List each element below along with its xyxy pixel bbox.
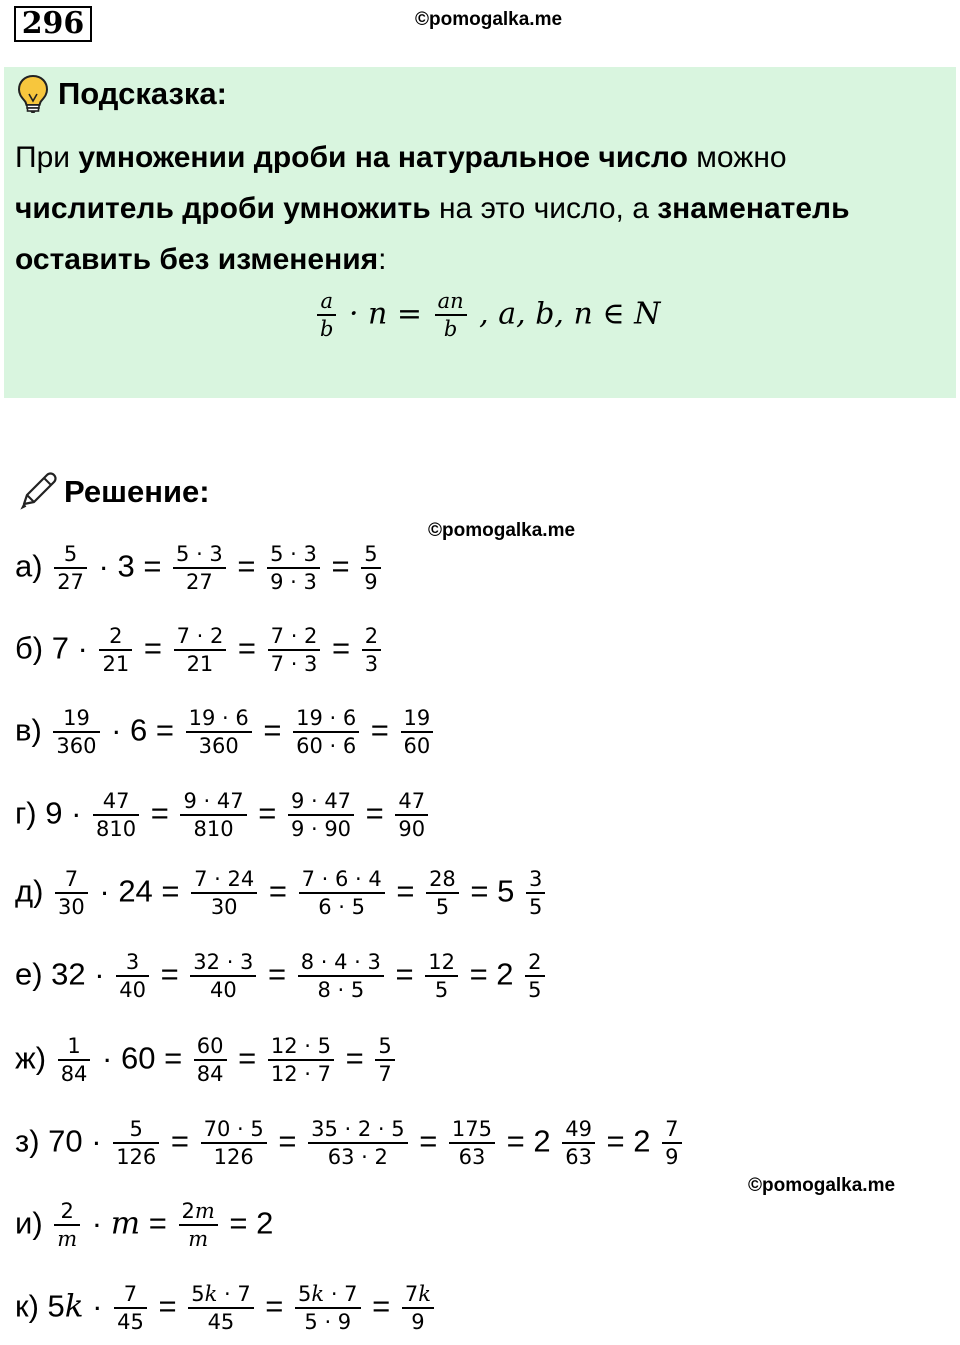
fraction-denominator: 360 [198, 734, 239, 759]
fraction [562, 1116, 595, 1171]
hint-text-segment: можно [687, 141, 787, 174]
fraction [402, 1281, 434, 1336]
math-text: = [260, 873, 296, 909]
fraction-numerator: 3 [526, 866, 545, 894]
math-text: = 2 [220, 1205, 274, 1241]
fraction-denominator: 9 · 90 [290, 817, 352, 842]
hint-formula [314, 288, 660, 343]
fraction [58, 1033, 91, 1088]
hint-text-segment: оставить без изменения [15, 243, 379, 276]
solution-title: Решение: [64, 474, 210, 509]
fraction-numerator: 12 · 5 [268, 1033, 334, 1061]
fraction-numerator: 7k [402, 1281, 434, 1309]
fraction [401, 705, 434, 760]
fraction-denominator: 5 [434, 978, 449, 1003]
fraction [361, 541, 380, 596]
fraction-numerator: 5 [361, 541, 380, 569]
math-text: = [229, 630, 265, 666]
lightbulb-icon [16, 74, 50, 114]
fraction-denominator: 63 [458, 1145, 486, 1170]
fraction-numerator: 70 · 5 [201, 1116, 267, 1144]
fraction-numerator: 7 [114, 1281, 147, 1309]
fraction [425, 949, 458, 1004]
math-text: = [135, 630, 171, 666]
hint-line-3 [15, 243, 387, 277]
fraction-numerator: 7 · 2 [174, 623, 227, 651]
fraction-denominator: 5 · 9 [304, 1310, 352, 1335]
math-text: = [387, 873, 424, 909]
solution-line-a [15, 541, 384, 596]
fraction [308, 1116, 408, 1171]
fraction [435, 288, 467, 343]
fraction-denominator: 27 [57, 570, 84, 595]
fraction [298, 949, 384, 1004]
fraction-denominator: 5 [528, 895, 543, 920]
fraction-numerator: 9 · 47 [288, 788, 354, 816]
math-text: · n = [339, 296, 432, 332]
math-text: = [229, 1040, 265, 1076]
math-variable: k [64, 1288, 84, 1325]
math-text: в) [15, 712, 51, 748]
math-text: · 24 = [90, 873, 189, 909]
solution-line-b [15, 623, 384, 678]
fraction [526, 866, 545, 921]
fraction-denominator: 9 [411, 1310, 425, 1335]
math-text: · 6 = [102, 712, 183, 748]
fraction [525, 949, 544, 1004]
fraction-denominator: 126 [116, 1145, 157, 1170]
fraction [114, 1281, 147, 1336]
math-variable: m [110, 1205, 141, 1242]
fraction-numerator: 2 [99, 623, 132, 651]
fraction [201, 1116, 267, 1171]
fraction-numerator: 8 · 4 · 3 [298, 949, 384, 977]
solution-line-e [15, 949, 548, 1004]
fraction-denominator: 60 [403, 734, 431, 759]
solution-line-k [15, 1281, 437, 1336]
solution-line-z [15, 1116, 685, 1171]
fraction-numerator: 28 [426, 866, 459, 894]
fraction [180, 788, 246, 843]
fraction-numerator: 5k · 7 [188, 1281, 254, 1309]
fraction-denominator: 810 [96, 817, 137, 842]
fraction-denominator: 12 · 7 [270, 1062, 331, 1087]
math-text: = [162, 1123, 198, 1159]
math-text: · 3 = [89, 548, 171, 584]
fraction [186, 705, 252, 760]
math-text: = 5 [461, 873, 523, 909]
fraction-denominator: 21 [186, 652, 214, 677]
math-text: , a, b, n ∈ N [469, 296, 661, 332]
watermark-top: ©pomogalka.me [415, 9, 563, 30]
fraction [295, 1281, 361, 1336]
math-text: = [362, 712, 398, 748]
math-text: и) [15, 1205, 52, 1241]
fraction [99, 623, 132, 678]
fraction [317, 288, 336, 343]
math-text: д) [15, 873, 53, 909]
math-text: з) 70 · [15, 1123, 111, 1159]
fraction-denominator: 810 [193, 817, 234, 842]
math-text: а) [15, 548, 52, 584]
pencil-icon [18, 470, 58, 510]
watermark-middle: ©pomogalka.me [428, 520, 576, 541]
watermark-bottom: ©pomogalka.me [748, 1175, 896, 1196]
fraction [449, 1116, 495, 1171]
fraction-numerator: 5 [375, 1033, 394, 1061]
math-text: · [83, 1288, 112, 1324]
math-text: = 2 [460, 956, 523, 992]
math-text: = [228, 548, 265, 584]
fraction [299, 866, 385, 921]
fraction-denominator: 90 [398, 817, 426, 842]
hint-text-segment: на это число, а [430, 192, 658, 225]
fraction [93, 788, 139, 843]
fraction-numerator: a [317, 288, 336, 316]
fraction-denominator: 6 · 5 [318, 895, 366, 920]
fraction-denominator: 30 [210, 895, 238, 920]
fraction-denominator: 9 [665, 1145, 679, 1170]
fraction-numerator: 5k · 7 [295, 1281, 361, 1309]
fraction [662, 1116, 681, 1171]
fraction-denominator: 84 [196, 1062, 224, 1087]
fraction [54, 541, 87, 596]
fraction-denominator: 63 · 2 [327, 1145, 388, 1170]
fraction-numerator: 47 [395, 788, 428, 816]
fraction [55, 866, 88, 921]
math-text: = [254, 712, 291, 748]
fraction-numerator: 19 · 6 [293, 705, 359, 733]
math-text: = [259, 956, 295, 992]
fraction-numerator: 7 [55, 866, 88, 894]
math-text: = 2 [597, 1123, 660, 1159]
solution-line-zh [15, 1033, 398, 1088]
fraction-denominator: 63 [565, 1145, 592, 1170]
hint-text-segment: знаменатель [657, 192, 850, 225]
math-text: = 2 [498, 1123, 560, 1159]
fraction [267, 541, 320, 596]
fraction-denominator: 45 [207, 1310, 235, 1335]
math-text: = [249, 795, 285, 831]
fraction-denominator: 9 · 3 [270, 570, 317, 595]
fraction [375, 1033, 394, 1088]
fraction-numerator: 19 · 6 [186, 705, 252, 733]
fraction-denominator: 360 [56, 734, 97, 759]
solution-line-i [15, 1198, 273, 1253]
math-text: е) 32 · [15, 956, 114, 992]
hint-line-2 [15, 192, 850, 226]
fraction [191, 866, 257, 921]
fraction [268, 1033, 334, 1088]
fraction [426, 866, 459, 921]
math-text: = [269, 1123, 306, 1159]
fraction-numerator: 2 [525, 949, 544, 977]
fraction-numerator: 9 · 47 [180, 788, 246, 816]
fraction [54, 1198, 80, 1253]
math-text: = [410, 1123, 446, 1159]
math-text: = [363, 1288, 399, 1324]
hint-text-segment: умножении дроби на натуральное число [78, 141, 688, 174]
fraction-denominator: 9 [364, 570, 378, 595]
fraction-numerator: 2m [179, 1198, 218, 1226]
fraction [174, 623, 227, 678]
fraction-numerator: 2 [362, 623, 381, 651]
fraction [116, 949, 149, 1004]
fraction-denominator: 5 [435, 895, 450, 920]
fraction-numerator: 12 [425, 949, 458, 977]
fraction-denominator: 5 [528, 978, 542, 1003]
math-text: = [149, 1288, 186, 1324]
math-text: = [323, 630, 359, 666]
fraction-numerator: 2 [54, 1198, 80, 1226]
fraction-denominator: 84 [60, 1062, 88, 1087]
math-text: г) 9 · [15, 795, 91, 831]
math-text: · 60 = [93, 1040, 191, 1076]
math-text: = [357, 795, 393, 831]
fraction-denominator: 30 [58, 895, 85, 920]
fraction-denominator: 8 · 5 [317, 978, 365, 1003]
fraction-numerator: 19 [53, 705, 99, 733]
fraction-numerator: 35 · 2 · 5 [308, 1116, 408, 1144]
fraction [288, 788, 354, 843]
fraction-numerator: 19 [401, 705, 434, 733]
hint-title: Подсказка: [58, 76, 227, 111]
fraction-denominator: 7 · 3 [270, 652, 318, 677]
fraction-numerator: 3 [116, 949, 149, 977]
fraction-denominator: 40 [209, 978, 237, 1003]
math-text: к) 5 [15, 1288, 65, 1324]
fraction-numerator: 175 [449, 1116, 495, 1144]
fraction-numerator: 5 · 3 [173, 541, 226, 569]
math-text: = [256, 1288, 293, 1324]
fraction-denominator: 3 [364, 652, 379, 677]
fraction-denominator: b [320, 317, 334, 342]
fraction-numerator: 5 · 3 [267, 541, 320, 569]
fraction-denominator: 40 [119, 978, 146, 1003]
fraction-numerator: 47 [93, 788, 139, 816]
fraction-numerator: 7 · 6 · 4 [299, 866, 385, 894]
fraction [179, 1198, 218, 1253]
math-text: б) 7 · [15, 630, 97, 666]
fraction-numerator: 7 · 2 [268, 623, 321, 651]
solution-line-g [15, 788, 431, 843]
hint-line-1 [15, 141, 787, 175]
fraction-numerator: 49 [562, 1116, 595, 1144]
fraction-numerator: 5 [113, 1116, 159, 1144]
hint-text-segment: При [15, 141, 79, 174]
fraction [293, 705, 359, 760]
fraction [362, 623, 381, 678]
fraction-denominator: b [443, 317, 458, 342]
task-number: 296 [14, 6, 92, 42]
fraction [190, 949, 256, 1004]
fraction [194, 1033, 227, 1088]
fraction [53, 705, 99, 760]
fraction [113, 1116, 159, 1171]
fraction [268, 623, 321, 678]
fraction-denominator: 45 [117, 1310, 144, 1335]
fraction-denominator: m [188, 1227, 209, 1252]
fraction-numerator: an [435, 288, 467, 316]
fraction-denominator: 126 [213, 1145, 254, 1170]
hint-text-segment: числитель дроби умножить [15, 192, 431, 225]
fraction [188, 1281, 254, 1336]
hint-text-segment: : [378, 243, 387, 276]
fraction [173, 541, 226, 596]
math-text: = [336, 1040, 373, 1076]
fraction-numerator: 5 [54, 541, 87, 569]
fraction-denominator: 21 [102, 652, 130, 677]
fraction-numerator: 60 [194, 1033, 227, 1061]
math-text: = [322, 548, 359, 584]
math-text: ж) [15, 1040, 55, 1076]
math-text: = [386, 956, 423, 992]
fraction-numerator: 32 · 3 [190, 949, 256, 977]
fraction-numerator: 7 [662, 1116, 681, 1144]
solution-line-v [15, 705, 436, 760]
fraction-denominator: 60 · 6 [296, 734, 357, 759]
fraction-denominator: m [57, 1227, 78, 1252]
math-text: · [83, 1205, 111, 1241]
solution-line-d [15, 866, 548, 921]
fraction-denominator: 27 [186, 570, 213, 595]
fraction-numerator: 1 [58, 1033, 91, 1061]
math-text: = [140, 1205, 176, 1241]
math-text: = [151, 956, 188, 992]
fraction-denominator: 7 [378, 1062, 392, 1087]
fraction [395, 788, 428, 843]
fraction-numerator: 7 · 24 [191, 866, 257, 894]
math-text: = [142, 795, 178, 831]
hint-box [4, 67, 956, 398]
